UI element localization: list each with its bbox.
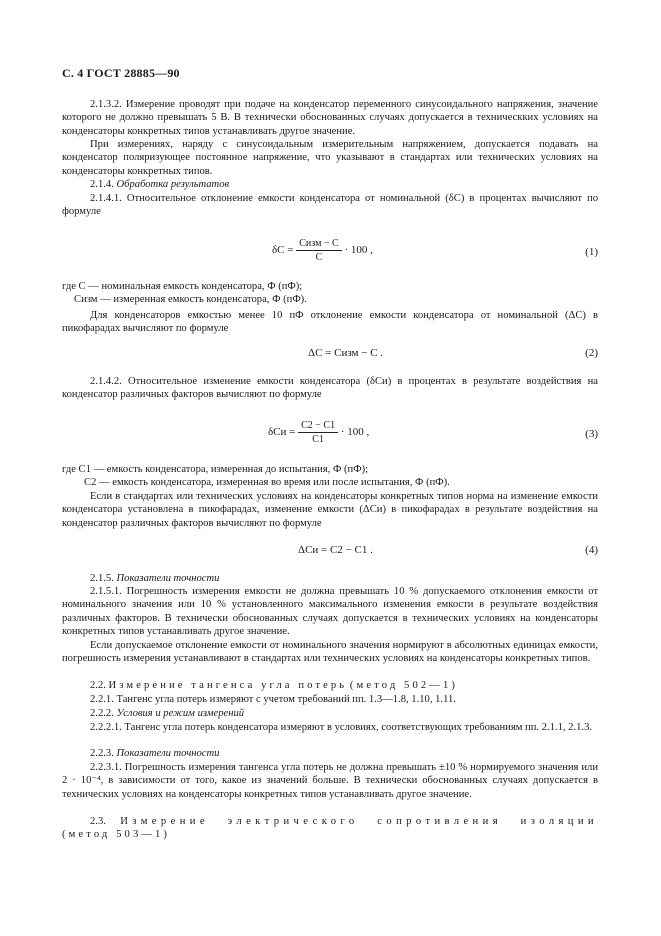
definition-C1: где C1 — емкость конденсатора, измеренная до испытания, Ф (пФ); (62, 464, 369, 475)
paragraph-2-2-1: 2.2.1. Тангенс угла потерь измеряют с учетом требований пп. 1.3—1.8, 1.10, 1.11. (90, 694, 456, 705)
formula-3-denominator: C1 (312, 434, 324, 445)
section-number: 2.1.4. (90, 179, 114, 190)
formula-3-fraction (298, 420, 338, 445)
formula-2: ΔC = Cизм − C . (308, 347, 384, 359)
formula-1 (272, 238, 373, 263)
formula-4: ΔCи = C2 − C1 . (298, 544, 373, 556)
section-2-1-5-heading (62, 572, 598, 585)
section-2-2-heading (62, 679, 598, 692)
formula-3-numerator: C2 − C1 (298, 420, 338, 433)
formula-1-tail: · 100 , (344, 244, 373, 257)
section-number: 2.1.5. (90, 573, 114, 584)
section-2-2-3-heading (62, 747, 598, 760)
section-2-2-2-heading (62, 707, 598, 720)
section-number: 2.2.3. (90, 748, 114, 759)
paragraph-2-1-5-1: 2.1.5.1. Погрешность измерения емкости не должна превышать 10 % допускаемого отклонения емкости от номинального значения или 10 % установленного максимального изменения емкости в результате воздействия различных факторов. В технически обоснованных случаях допускается в технических условиях на конденсаторы конкретных типов устанавливать другое значение. (62, 586, 598, 638)
section-title: Обработка результатов (116, 179, 230, 190)
paragraph-2-1-4-1: 2.1.4.1. Относительное отклонение емкости конденсатора от номинальной (δC) в процентах вычисляют по формуле (62, 193, 598, 218)
formula-3-lhs: δCи = (268, 426, 296, 439)
section-number: 2.3. (90, 816, 106, 827)
paragraph-2-2-2-1: 2.2.2.1. Тангенс угла потерь конденсатора измеряют в условиях, соответствующих требованиям пп. 2.1.1, 2.1.3. (90, 722, 593, 733)
formula-4-number: (4) (585, 544, 598, 556)
paragraph-polarizing: При измерениях, наряду с синусоидальным измерительным напряжением, допускается подавать на конденсатор поляризующее постоянное напряжение, что указывают в стандартах или технических условиях на конденсаторы конкретных типов. (62, 139, 598, 177)
paragraph-absolute-units: Если допускаемое отклонение емкости от номинального значения нормируют в абсолютных единицах емкости, погрешность измерения устанавливают в стандартах или технических условиях на конденсаторы конкретных типов. (62, 640, 598, 665)
formula-1-number: (1) (585, 246, 598, 258)
paragraph-2-2-3-1: 2.2.3.1. Погрешность измерения тангенса угла потерь не должна превышать ±10 % нормируемого значения или 2 · 10⁻⁴, в зависимости от того, какое из значений больше. В технически обоснованных случаях допускается в технических условиях на конденсаторы конкретных типов устанавливать другое значение. (62, 762, 598, 800)
page-header: С. 4 ГОСТ 28885—90 (62, 66, 180, 80)
section-title: Показатели точности (116, 573, 220, 584)
section-number: 2.2.2. (90, 708, 114, 719)
section-title: Условия и режим измерений (116, 708, 245, 719)
definition-C2: C2 — емкость конденсатора, измеренная во время или после испытания, Ф (пФ). (84, 477, 450, 488)
paragraph-2-1-3-2: 2.1.3.2. Измерение проводят при подаче на конденсатор переменного синусоидального напряжения, значение которого не должно превышать 5 В. В технически обоснованных случаях допускается в техническких условиях на конденсаторы конкретных типов устанавливать другое значение. (62, 99, 598, 137)
formula-3 (268, 420, 369, 445)
formula-1-lhs: δC = (272, 244, 294, 257)
formula-1-numerator: Cизм − C (296, 238, 341, 251)
section-title: Измерение электрического сопротивления изоляции (120, 816, 598, 827)
formula-1-denominator: C (315, 252, 323, 263)
section-method: (метод 503—1) (62, 829, 171, 841)
section-method: (метод 502—1) (349, 680, 458, 691)
formula-2-number: (2) (585, 347, 598, 359)
paragraph-2-1-4-2: 2.1.4.2. Относительное изменение емкости конденсатора (δCи) в процентах в результате воздействия на конденсатор различных факторов вычисляют по формуле (62, 376, 598, 401)
section-title: Измерение тангенса угла потерь (108, 680, 348, 691)
definition-C: где C — номинальная емкость конденсатора, Ф (пФ); (62, 281, 303, 292)
paragraph-small-capacitors: Для конденсаторов емкостью менее 10 пФ отклонение емкости конденсатора от номинальной (ΔC) в пикофарадах вычисляют по формуле (62, 310, 598, 335)
definition-C-izm: Cизм — измеренная емкость конденсатора, Ф (пФ). (74, 294, 307, 305)
formula-3-number: (3) (585, 428, 598, 440)
formula-3-tail: · 100 , (340, 426, 370, 439)
paragraph-picofarads: Если в стандартах или технических условиях на конденсаторы конкретных типов норма на изменение емкости конденсатора установлена в пикофарадах, изменение емкости (ΔCи) в пикофарадах в результате воздействия на конденсатор различных факторов вычисляют по формуле (62, 491, 598, 529)
section-2-1-4-heading (62, 178, 598, 191)
formula-1-fraction (296, 238, 341, 263)
section-title: Показатели точности (116, 748, 220, 759)
section-2-3-heading (62, 815, 598, 842)
section-number: 2.2. (90, 680, 106, 691)
